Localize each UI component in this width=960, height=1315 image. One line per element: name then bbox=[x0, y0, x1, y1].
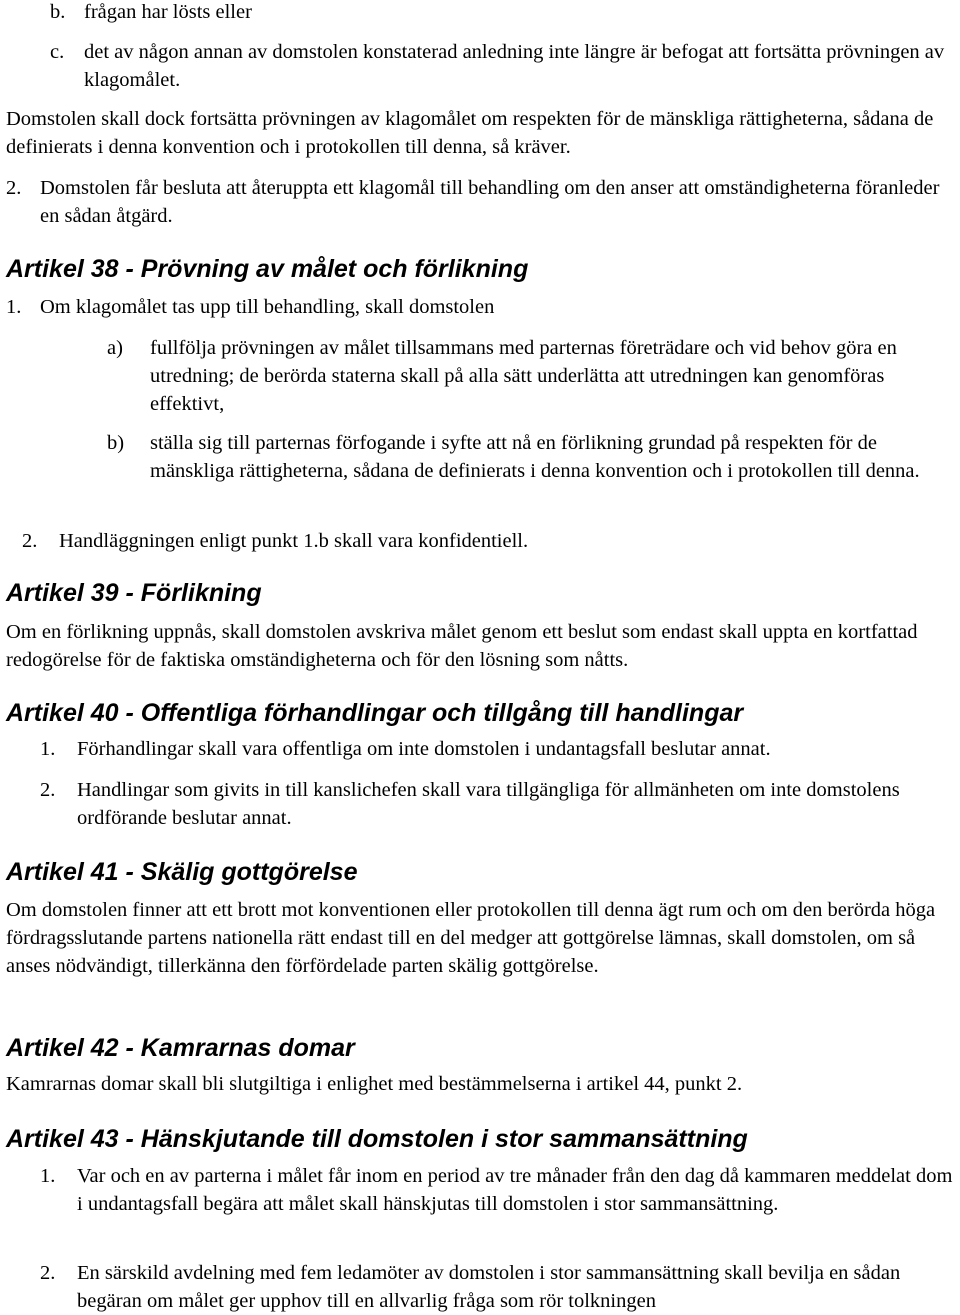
list-marker: 1. bbox=[40, 1165, 56, 1187]
paragraph-number: 2. bbox=[22, 530, 38, 552]
list-item-text: fullfölja prövningen av målet tillsammans med parternas företrädare och vid behov göra en utredning; de berörda staterna skall på alla sätt underlätta att utredningen kan genomföras effektivt, bbox=[150, 337, 897, 415]
list-item-text: Var och en av parterna i målet får inom en period av tre månader från den dag då kammaren meddelat dom i undantagsfall begära att målet skall hänskjutas till domstolen i stor sammansättning. bbox=[77, 1165, 953, 1215]
list-item bbox=[107, 429, 960, 513]
list-marker: 2. bbox=[40, 779, 56, 801]
article-38-heading: Artikel 38 - Prövning av målet och förlikning bbox=[6, 255, 529, 283]
list-item bbox=[107, 334, 960, 418]
paragraph-text: Domstolen får besluta att återuppta ett klagomål till behandling om den anser att omständigheterna föranleder en sådan åtgärd. bbox=[40, 177, 940, 227]
article-42-heading: Artikel 42 - Kamrarnas domar bbox=[6, 1034, 355, 1062]
list-marker: b. bbox=[50, 1, 66, 23]
list-item-text: Handlingar som givits in till kanslichefen skall vara tillgängliga för allmänheten om inte domstolens ordförande beslutar annat. bbox=[77, 779, 900, 829]
paragraph-number: 2. bbox=[6, 177, 22, 199]
list-item bbox=[40, 1162, 960, 1246]
list-item-text: frågan har lösts eller bbox=[84, 1, 252, 23]
article-43-heading: Artikel 43 - Hänskjutande till domstolen i stor sammansättning bbox=[6, 1125, 748, 1153]
list-marker: b) bbox=[107, 432, 125, 454]
paragraph: Om domstolen finner att ett brott mot konventionen eller protokollen till denna ägt rum och om den berörda höga fördragsslutande partens nationella rätt endast till en del medger att gottgörelse lämnas, skall domstolen, om så anses nödvändigt, tillerkänna den förfördelade parten skälig gottgörelse. bbox=[6, 899, 936, 977]
list-item bbox=[40, 1259, 960, 1315]
list-item-text: En särskild avdelning med fem ledamöter av domstolen i stor sammansättning skall bevilja en sådan begäran om målet ger upphov till en allvarlig fråga som rör tolkningen bbox=[77, 1262, 901, 1312]
numbered-paragraph bbox=[6, 293, 960, 321]
paragraph: Om en förlikning uppnås, skall domstolen avskriva målet genom ett beslut som endast skall uppta en kortfattad redogörelse för de faktiska omständigheterna och för den lösning som nåtts. bbox=[6, 621, 918, 671]
list-item bbox=[50, 38, 960, 94]
paragraph-text: Om klagomålet tas upp till behandling, skall domstolen bbox=[40, 296, 495, 318]
paragraph: Kamrarnas domar skall bli slutgiltiga i enlighet med bestämmelserna i artikel 44, punkt 2. bbox=[6, 1073, 743, 1095]
paragraph: Domstolen skall dock fortsätta prövningen av klagomålet om respekten för de mänskliga rättigheterna, sådana de definierats i denna konvention och i protokollen till denna, så kräver. bbox=[6, 108, 934, 158]
numbered-paragraph bbox=[6, 174, 960, 230]
list-item-text: det av någon annan av domstolen konstaterad anledning inte längre är befogat att fortsätta prövningen av klagomålet. bbox=[84, 41, 945, 91]
list-item-text: Förhandlingar skall vara offentliga om inte domstolen i undantagsfall beslutar annat. bbox=[77, 738, 771, 760]
list-item bbox=[40, 776, 960, 832]
paragraph-number: 1. bbox=[6, 296, 22, 318]
article-41-heading: Artikel 41 - Skälig gottgörelse bbox=[6, 858, 358, 886]
list-marker: c. bbox=[50, 41, 65, 63]
list-marker: a) bbox=[107, 337, 123, 359]
article-39-heading: Artikel 39 - Förlikning bbox=[6, 579, 262, 607]
list-item bbox=[40, 735, 960, 763]
article-40-heading: Artikel 40 - Offentliga förhandlingar och tillgång till handlingar bbox=[6, 699, 744, 727]
list-marker: 2. bbox=[40, 1262, 56, 1284]
numbered-paragraph bbox=[22, 527, 960, 555]
list-item-text: ställa sig till parternas förfogande i syfte att nå en förlikning grundad på respekten för de mänskliga rättigheterna, sådana de definierats i denna konvention och i protokollen till denna. bbox=[150, 432, 920, 482]
list-item bbox=[50, 0, 960, 26]
paragraph-text: Handläggningen enligt punkt 1.b skall vara konfidentiell. bbox=[59, 530, 529, 552]
list-marker: 1. bbox=[40, 738, 56, 760]
